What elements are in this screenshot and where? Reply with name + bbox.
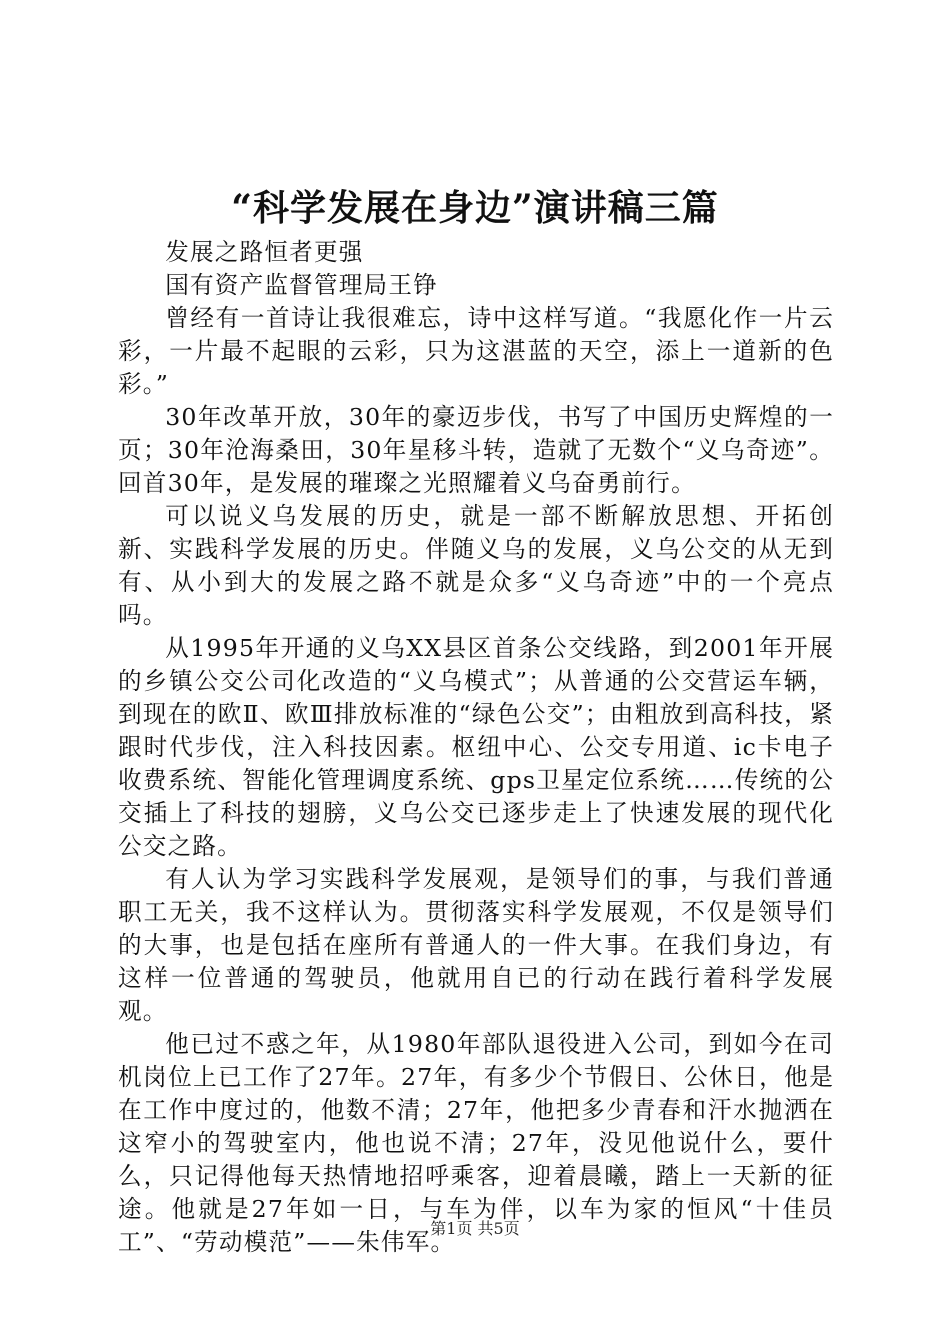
body-paragraph: 曾经有一首诗让我很难忘，诗中这样写道。“我愿化作一片云彩，一片最不起眼的云彩，只为这湛蓝的天空，添上一道新的色彩。”	[118, 304, 834, 398]
author-paragraph: 国有资产监督管理局王铮	[165, 271, 438, 299]
body-paragraph: 他已过不惑之年，从1980年部队退役进入公司，到如今在司机岗位上已工作了27年。27年，有多少个节假日、公休日，他是在工作中度过的，他数不清；27年，他把多少青春和汗水抛洒在这窄小的驾驶室内，他也说不清；27年，没见他说什么，要什么，只记得他每天热情地招呼乘客，迎着晨曦，踏上一天新的征途。他就是27年如一日，与车为伴，以车为家的恒风“十佳员工”、“劳动模范”——朱伟军。	[118, 1030, 834, 1256]
body-paragraph: 30年改革开放，30年的豪迈步伐，书写了中国历史辉煌的一页；30年沧海桑田，30年星移斗转，造就了无数个“义乌奇迹”。回首30年，是发展的璀璨之光照耀着义乌奋勇前行。	[118, 403, 834, 497]
subtitle-paragraph: 发展之路恒者更强	[165, 238, 364, 266]
body-paragraph: 可以说义乌发展的历史，就是一部不断解放思想、开拓创新、实践科学发展的历史。伴随义乌的发展，义乌公交的从无到有、从小到大的发展之路不就是众多“义乌奇迹”中的一个亮点吗。	[118, 502, 834, 629]
body-paragraph: 从1995年开通的义乌XX县区首条公交线路，到2001年开展的乡镇公交公司化改造的“义乌模式”；从普通的公交营运车辆，到现在的欧Ⅱ、欧Ⅲ排放标准的“绿色公交”；由粗放到高科技，紧跟时代步伐，注入科技因素。枢纽中心、公交专用道、ic卡电子收费系统、智能化管理调度系统、gps卫星定位系统……传统的公交插上了科技的翅膀，义乌公交已逐步走上了快速发展的现代化公交之路。	[118, 634, 834, 860]
document-title: “科学发展在身边”演讲稿三篇	[231, 187, 719, 229]
page-number-footer: 第1页 共5页	[430, 1219, 520, 1238]
body-paragraph: 有人认为学习实践科学发展观，是领导们的事，与我们普通职工无关，我不这样认为。贯彻落实科学发展观，不仅是领导们的大事，也是包括在座所有普通人的一件大事。在我们身边，有这样一位普通的驾驶员，他就用自已的行动在践行着科学发展观。	[118, 865, 834, 1025]
document-body	[118, 236, 834, 1259]
